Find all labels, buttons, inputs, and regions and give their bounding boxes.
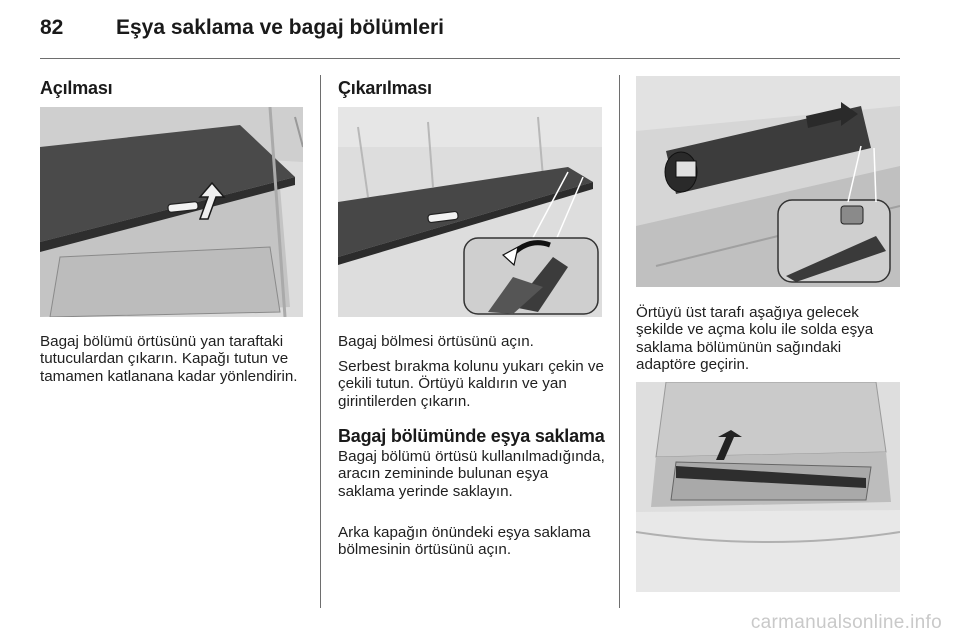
heading-cikarilmasi: Çıkarılması [338,78,432,98]
header-rule [40,58,900,59]
figure-cover-adapter [636,76,900,287]
cargo-cover-open-illustration [40,107,303,317]
figure-cover-open [40,107,303,317]
page-header [40,16,444,46]
paragraph-cover-open: Bagaj bölümü örtüsünü yan taraftaki tutuculardan çıkarın. Kapağı tutun ve tamamen katlanana kadar yönlendirin. [40,333,298,385]
paragraph-storage-2: Arka kapağın önündeki eşya saklama bölmesinin örtüsünü açın. [338,524,591,559]
stowed-cover-illustration [636,382,900,592]
page-title: Eşya saklama ve bagaj bölümleri [116,16,445,39]
heading-acilmasi: Açılması [40,78,113,98]
paragraph-removal-2: Serbest bırakma kolunu yukarı çekin ve çekili tutun. Örtüyü kaldırın ve yan girintilerden çıkarın. [338,358,604,410]
column-divider-1 [320,75,321,608]
figure-cover-removal [338,107,602,317]
figure-stowed-cover [636,382,900,592]
watermark: carmanualsonline.info [750,612,942,633]
cargo-cover-removal-illustration [338,107,602,317]
page-number: 82 [40,16,64,39]
column-divider-2 [619,75,620,608]
cover-adapter-illustration [636,76,900,287]
heading-storage: Bagaj bölümünde eşya saklama [338,426,605,446]
paragraph-removal-1: Bagaj bölmesi örtüsünü açın. [338,333,534,350]
paragraph-adapter: Örtüyü üst tarafı aşağıya gelecek şekilde ve açma kolu ile solda eşya saklama bölümünün sağındaki adaptöre geçirin. [636,304,874,374]
paragraph-storage-1: Bagaj bölümü örtüsü kullanılmadığında, aracın zemininde bulunan eşya saklama yerinde saklayın. [338,448,605,500]
